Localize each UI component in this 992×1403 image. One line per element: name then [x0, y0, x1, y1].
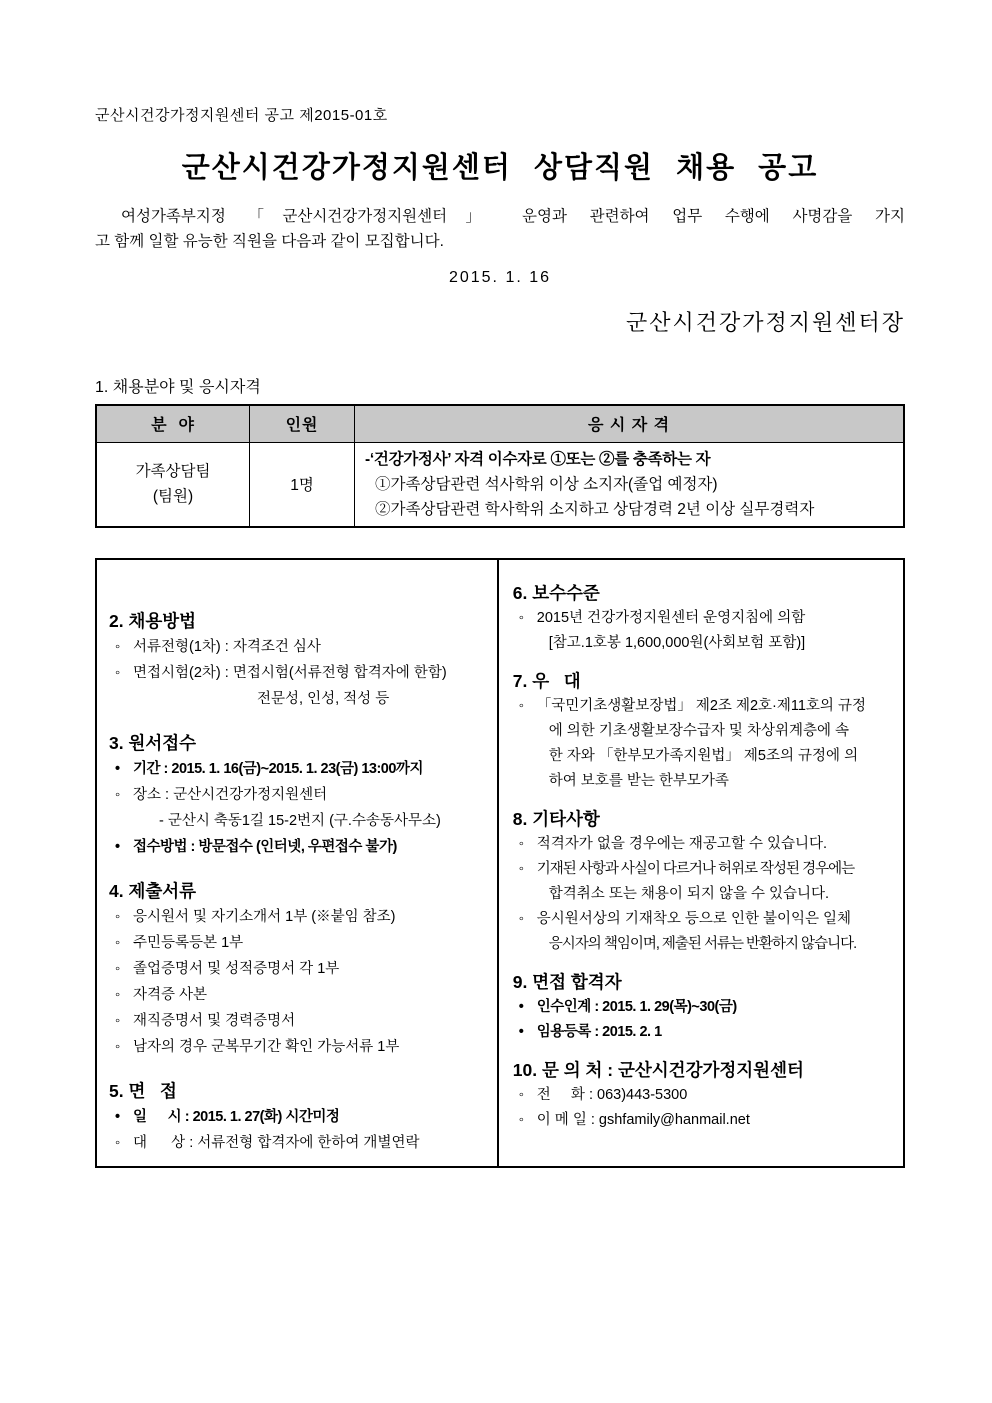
box-line-text: 응시자의 책임이며, 제출된 서류는 반환하지 않습니다.	[548, 935, 857, 952]
bullet-icon: •	[115, 760, 120, 777]
details-right-column	[497, 560, 903, 1166]
box-line	[511, 694, 899, 719]
bullet-icon: ◦	[115, 786, 121, 803]
box-line-text: 이 메 일 : gshfamily@hanmail.net	[536, 1111, 750, 1128]
box-line-text: 일 시 : 2015. 1. 27(화) 시간미정	[133, 1108, 340, 1125]
box-line	[511, 832, 899, 857]
column-header-qualification: 응 시 자 격	[355, 405, 904, 442]
box-line-text: 졸업증명서 및 성적증명서 각 1부	[133, 960, 340, 977]
box-line-text: 응시원서 및 자기소개서 1부 (※붙임 참조)	[133, 908, 396, 925]
box-line-text: 3. 원서접수	[109, 732, 197, 753]
bullet-icon: ◦	[115, 664, 121, 681]
box-line	[107, 904, 493, 930]
box-line	[511, 857, 899, 882]
box-line	[511, 669, 899, 694]
bullet-icon: •	[518, 998, 524, 1015]
box-line-text: 10. 문 의 처 : 군산시건강가정지원센터	[512, 1059, 804, 1080]
bullet-icon: ◦	[115, 1038, 121, 1055]
qualification-line: ①가족상담관련 석사학위 이상 소지자(졸업 예정자)	[375, 475, 718, 493]
page-title: 군산시건강가정지원센터 상담직원 채용 공고	[181, 152, 819, 184]
table-header-row	[96, 405, 904, 442]
box-line-text: 장소 : 군산시건강가정지원센터	[133, 786, 328, 803]
box-line-text: 9. 면접 합격자	[512, 971, 622, 992]
box-line-text: 적격자가 없을 경우에는 재공고할 수 있습니다.	[536, 835, 828, 852]
box-line	[107, 782, 493, 808]
bullet-icon: ◦	[115, 638, 121, 655]
box-line	[511, 970, 899, 995]
bullet-icon: ◦	[115, 1134, 121, 1151]
box-line-text: 남자의 경우 군복무기간 확인 가능서류 1부	[133, 1038, 400, 1055]
intro-line-2: 고 함께 일할 유능한 직원을 다음과 같이 모집합니다.	[95, 233, 444, 250]
cell-headcount: 1명	[250, 442, 355, 527]
box-line-text: 「국민기초생활보장법」 제2조 제2호·제11호의 규정	[536, 697, 866, 714]
box-line	[107, 730, 493, 756]
box-line-text: 대 상 : 서류전형 합격자에 한하여 개별연락	[133, 1134, 420, 1151]
field-position: (팀원)	[152, 488, 194, 505]
box-line-text: 4. 제출서류	[109, 880, 197, 901]
box-line-text: 에 의한 기초생활보장수급자 및 차상위계층에 속	[548, 722, 850, 739]
box-line-text: 한 자와 「한부모가족지원법」 제5조의 규정에 의	[548, 747, 859, 764]
box-line-text: 5. 면 접	[109, 1080, 177, 1101]
box-line	[107, 660, 493, 686]
box-line-text: - 군산시 축동1길 15-2번지 (구.수송동사무소)	[159, 812, 441, 829]
box-line	[107, 634, 493, 660]
box-line-text: 2015년 건강가정지원센터 운영지침에 의함	[536, 609, 806, 626]
box-line	[511, 1058, 899, 1083]
box-line	[511, 769, 899, 794]
box-line-text: 합격취소 또는 채용이 되지 않을 수 있습니다.	[548, 885, 830, 902]
box-line-text: 자격증 사본	[133, 986, 208, 1003]
box-line	[511, 882, 899, 907]
box-line-text: 7. 우 대	[512, 670, 581, 691]
box-line	[511, 1108, 899, 1133]
box-line	[511, 1083, 899, 1108]
box-line-text: 임용등록 : 2015. 2. 1	[536, 1023, 662, 1040]
bullet-icon: ◦	[518, 910, 524, 927]
bullet-icon: ◦	[518, 835, 524, 852]
box-line-text: 기간 : 2015. 1. 16(금)~2015. 1. 23(금) 13:00까지	[133, 760, 423, 777]
box-line	[107, 1078, 493, 1104]
bullet-icon: •	[115, 838, 120, 855]
bullet-icon: •	[115, 1108, 120, 1125]
box-line-text: 주민등록등본 1부	[133, 934, 244, 951]
bullet-icon: ◦	[115, 1012, 121, 1029]
bullet-icon: ◦	[115, 986, 121, 1003]
box-line	[107, 930, 493, 956]
box-line	[511, 631, 899, 656]
box-line	[511, 581, 899, 606]
column-header-field: 분 야	[96, 405, 250, 442]
bullet-icon: ◦	[518, 1111, 524, 1128]
box-line	[107, 878, 493, 904]
announcement-ref-number: 군산시건강가정지원센터 공고 제2015-01호	[95, 107, 388, 124]
cell-qualification	[355, 442, 904, 527]
box-line-text: 서류전형(1차) : 자격조건 심사	[133, 638, 321, 655]
box-line-text: 2. 채용방법	[109, 610, 197, 631]
bullet-icon: ◦	[115, 908, 121, 925]
bullet-icon: ◦	[115, 960, 121, 977]
table-row	[96, 442, 904, 527]
qualification-line: -‘건강가정사’ 자격 이수자로 ①또는 ②를 충족하는 자	[365, 450, 711, 468]
box-line	[107, 834, 493, 860]
box-line-text: 응시원서상의 기재착오 등으로 인한 불이익은 일체	[536, 910, 852, 927]
box-line	[511, 1020, 899, 1045]
box-line	[107, 956, 493, 982]
box-line-text: 8. 기타사항	[512, 808, 600, 829]
box-line-text: 전문성, 인성, 적성 등	[257, 690, 390, 707]
box-line-text: 전 화 : 063)443-5300	[536, 1086, 688, 1103]
box-line	[107, 982, 493, 1008]
details-box	[95, 558, 905, 1168]
box-line	[511, 995, 899, 1020]
box-line	[511, 932, 899, 957]
box-line	[107, 1008, 493, 1034]
box-line	[511, 606, 899, 631]
box-line	[107, 1104, 493, 1130]
box-line-text: 기재된 사항과 사실이 다르거나 허위로 작성된 경우에는	[536, 860, 855, 877]
section-1-heading: 1. 채용분야 및 응시자격	[95, 379, 261, 396]
recruitment-table	[95, 404, 905, 528]
box-line	[107, 686, 493, 712]
box-line	[107, 1130, 493, 1156]
bullet-icon: ◦	[518, 609, 524, 626]
bullet-icon: •	[518, 1023, 524, 1040]
box-line	[107, 1034, 493, 1060]
box-line-text: 인수인계 : 2015. 1. 29(목)~30(금)	[536, 998, 737, 1015]
bullet-icon: ◦	[115, 934, 121, 951]
cell-field	[96, 442, 250, 527]
qualification-line: ②가족상담관련 학사학위 소지하고 상담경력 2년 이상 실무경력자	[375, 500, 815, 518]
box-line	[511, 719, 899, 744]
column-header-count: 인원	[250, 405, 355, 442]
intro-paragraph	[95, 204, 905, 254]
box-line	[511, 807, 899, 832]
box-line	[107, 756, 493, 782]
box-line-text: 6. 보수수준	[512, 582, 600, 603]
box-line	[511, 907, 899, 932]
box-line-text: 접수방법 : 방문접수 (인터넷, 우편접수 불가)	[133, 838, 397, 855]
box-line	[107, 608, 493, 634]
box-line	[107, 808, 493, 834]
details-left-column	[97, 560, 497, 1166]
box-line-text: [참고.1호봉 1,600,000원(사회보험 포함)]	[548, 634, 806, 651]
box-line-text: 재직증명서 및 경력증명서	[133, 1012, 296, 1029]
intro-line-1: 여성가족부지정 「군산시건강가정지원센터」 운영과 관련하여 업무 수행에 사명감을 가지	[121, 208, 905, 225]
field-name: 가족상담팀	[135, 463, 211, 480]
bullet-icon: ◦	[518, 1086, 524, 1103]
bullet-icon: ◦	[518, 697, 524, 714]
bullet-icon: ◦	[518, 860, 523, 877]
box-line	[511, 744, 899, 769]
box-line-text: 하여 보호를 받는 한부모가족	[548, 772, 729, 789]
box-line-text: 면접시험(2차) : 면접시험(서류전형 합격자에 한함)	[133, 664, 447, 681]
issue-date: 2015. 1. 16	[448, 269, 552, 286]
issuer-signature: 군산시건강가정지원센터장	[625, 310, 905, 335]
